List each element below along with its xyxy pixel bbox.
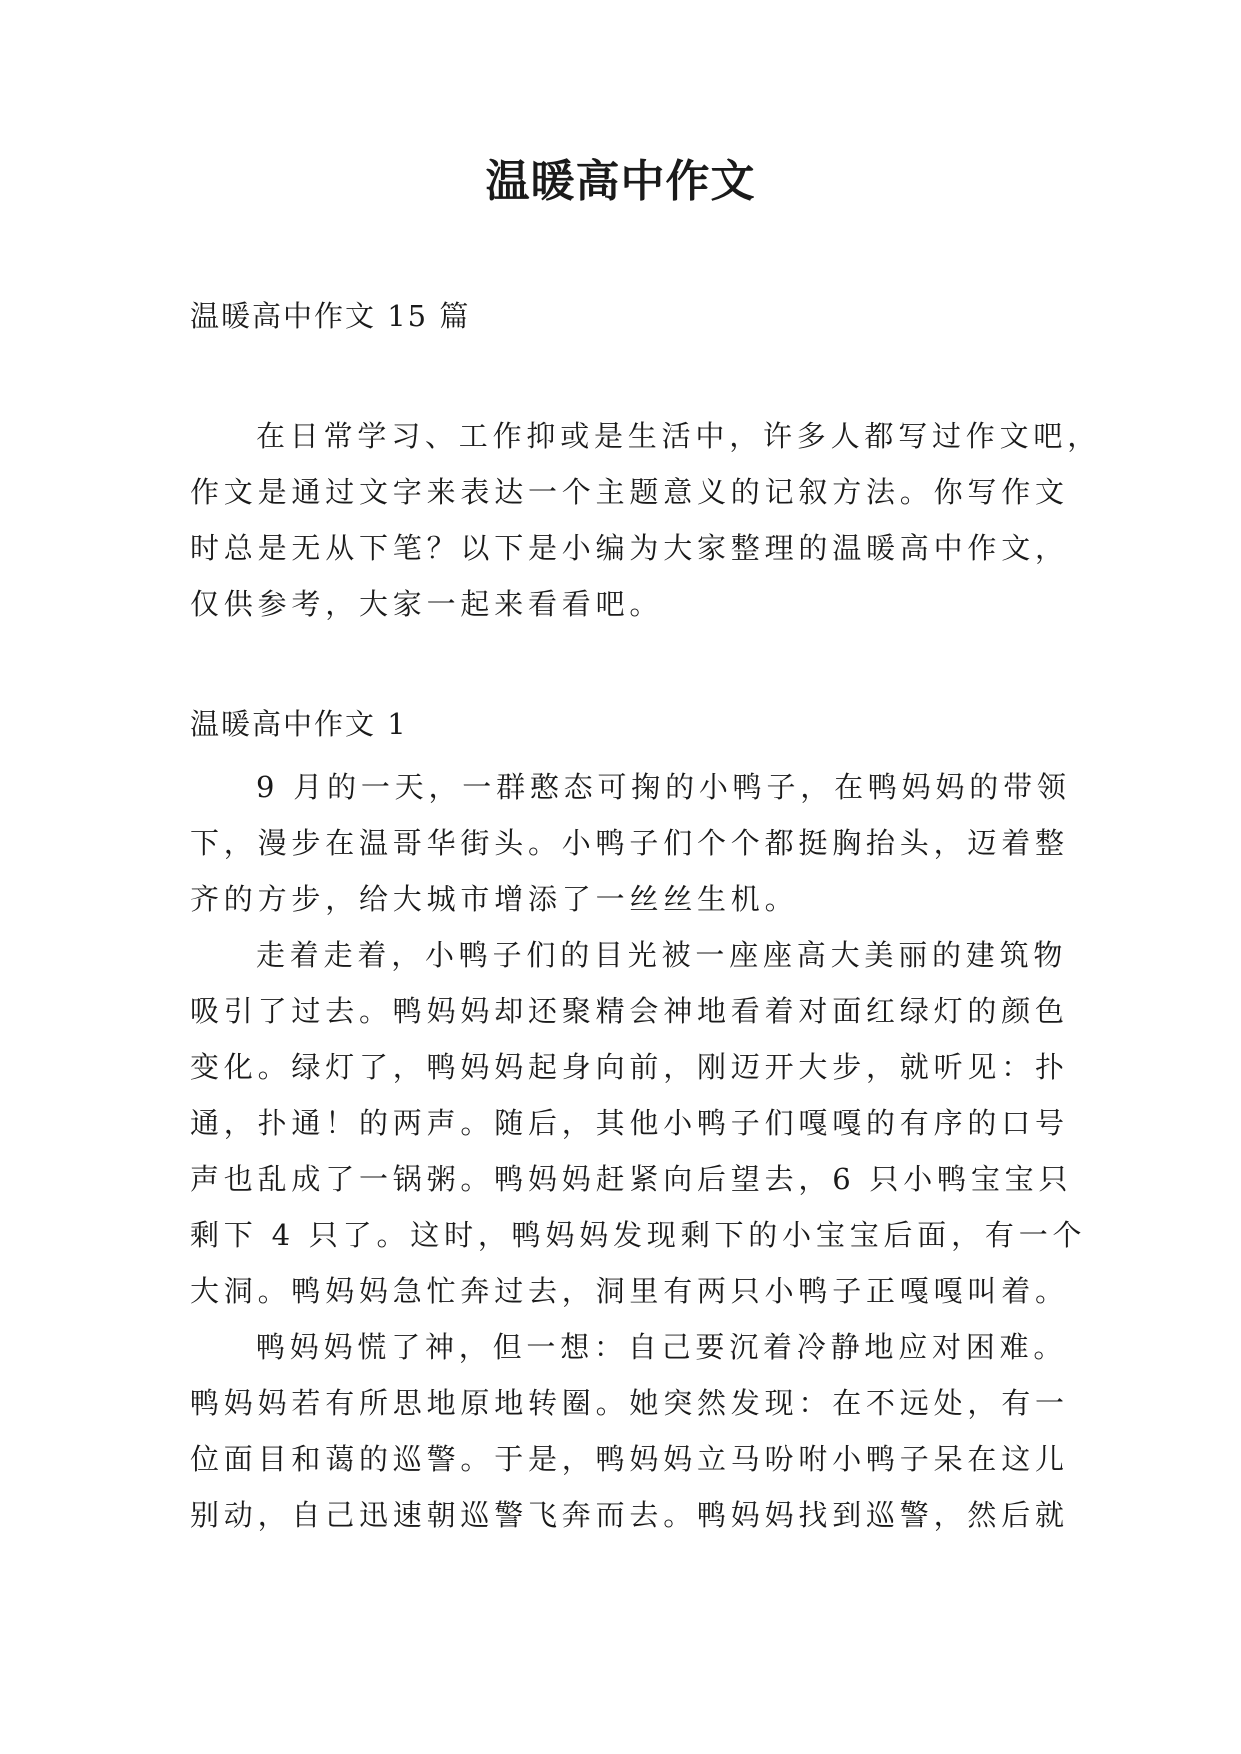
essay-section	[190, 704, 1087, 1543]
paragraph-line: 变化。绿灯了，鸭妈妈起身向前，刚迈开大步，就听见：扑	[190, 1050, 1069, 1084]
paragraph-line: 走着走着，小鸭子们的目光被一座座高大美丽的建筑物	[256, 938, 1068, 972]
document-title: 温暖高中作文	[485, 156, 756, 207]
essay-paragraph-2	[190, 927, 1087, 1319]
paragraph-line: 声也乱成了一锅粥。鸭妈妈赶紧向后望去，6 只小鸭宝宝只	[190, 1162, 1073, 1196]
paragraph-line: 鸭妈妈慌了神，但一想：自己要沉着冷静地应对困难。	[256, 1330, 1068, 1364]
paragraph-line: 9 月的一天，一群憨态可掬的小鸭子，在鸭妈妈的带领	[256, 770, 1071, 804]
paragraph-line: 吸引了过去。鸭妈妈却还聚精会神地看着对面红绿灯的颜色	[190, 994, 1069, 1028]
essay-paragraph-1	[190, 759, 1075, 927]
paragraph-line: 时总是无从下笔？以下是小编为大家整理的温暖高中作文，	[190, 531, 1069, 565]
paragraph-line: 仅供参考，大家一起来看看吧。	[190, 587, 664, 621]
paragraph-line: 在日常学习、工作抑或是生活中，许多人都写过作文吧，	[256, 419, 1102, 453]
paragraph-line: 别动，自己迅速朝巡警飞奔而去。鸭妈妈找到巡警，然后就	[190, 1498, 1069, 1532]
paragraph-line: 鸭妈妈若有所思地原地转圈。她突然发现：在不远处，有一	[190, 1386, 1069, 1420]
paragraph-line: 剩下 4 只了。这时，鸭妈妈发现剩下的小宝宝后面，有一个	[190, 1218, 1087, 1252]
intro-paragraph	[190, 408, 1102, 632]
section-heading: 温暖高中作文 1	[190, 707, 408, 741]
essay-paragraph-3	[190, 1319, 1075, 1543]
paragraph-line: 作文是通过文字来表达一个主题意义的记叙方法。你写作文	[190, 475, 1069, 509]
paragraph-line: 下，漫步在温哥华街头。小鸭子们个个都挺胸抬头，迈着整	[190, 826, 1069, 860]
paragraph-line: 大洞。鸭妈妈急忙奔过去，洞里有两只小鸭子正嘎嘎叫着。	[190, 1274, 1069, 1308]
paragraph-line: 通，扑通！的两声。随后，其他小鸭子们嘎嘎的有序的口号	[190, 1106, 1069, 1140]
paragraph-line: 齐的方步，给大城市增添了一丝丝生机。	[190, 882, 799, 916]
paragraph-line: 位面目和蔼的巡警。于是，鸭妈妈立马吩咐小鸭子呆在这儿	[190, 1442, 1069, 1476]
document-subtitle: 温暖高中作文 15 篇	[190, 299, 471, 333]
